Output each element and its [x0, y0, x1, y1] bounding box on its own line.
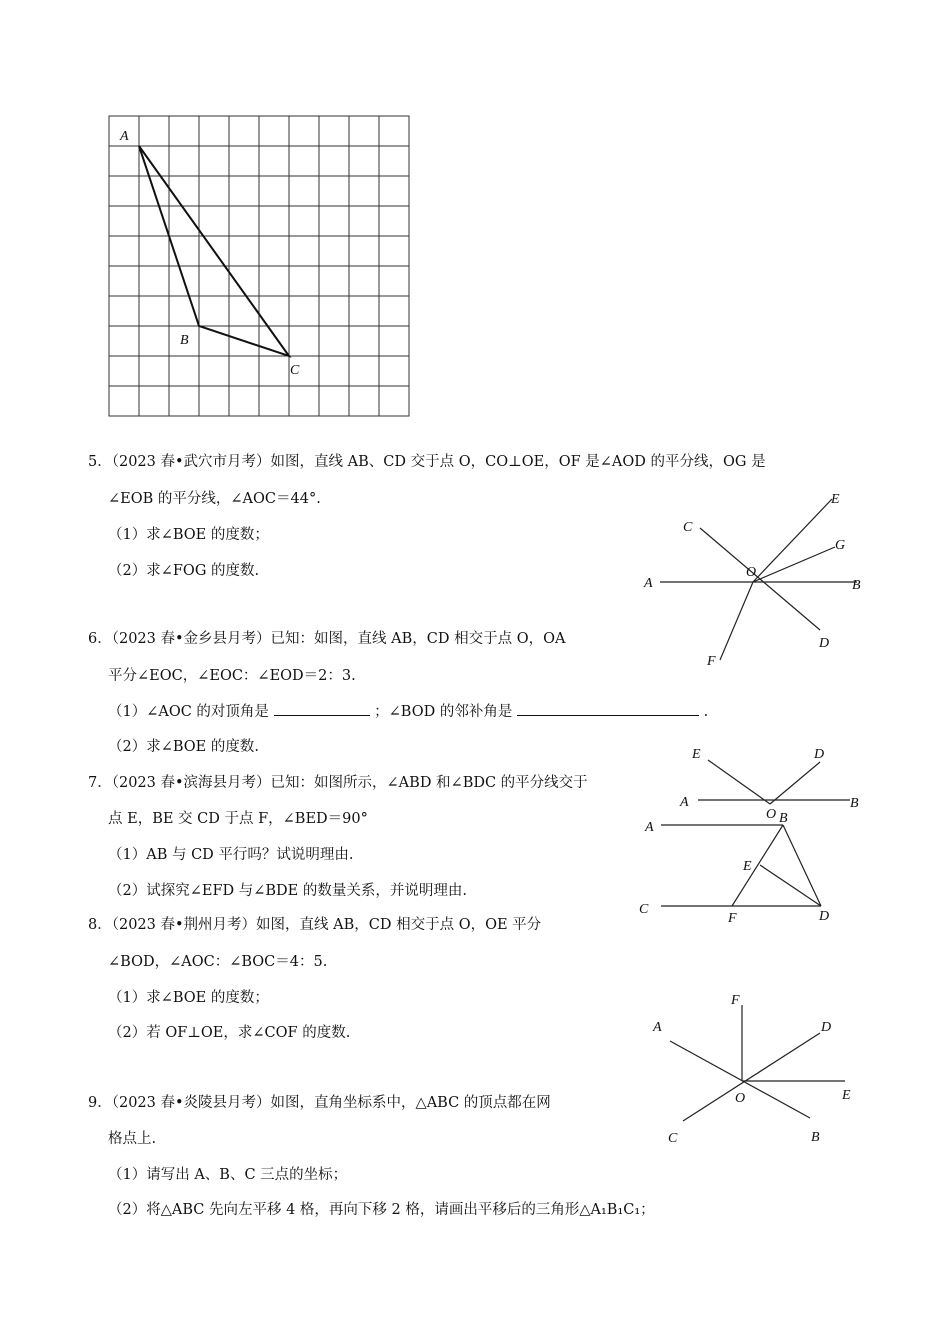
q8-label-a: A: [653, 1020, 662, 1035]
q6-blank-1[interactable]: [274, 703, 370, 716]
q5-label-d: D: [819, 636, 830, 651]
q8-line2: ∠BOD，∠AOC：∠BOC＝4：5.: [108, 954, 328, 970]
q6-sub1-c: .: [703, 704, 709, 720]
q8-line1: 8．（2023 春•荆州月考）如图，直线 AB，CD 相交于点 O，OE 平分: [88, 917, 542, 933]
q5-label-o: O: [746, 565, 757, 580]
q8-figure: [645, 985, 865, 1147]
q6-sub1-a: （1）∠AOC 的对顶角是: [108, 704, 269, 720]
q5-label-b: B: [852, 578, 861, 593]
q7-label-c: C: [639, 902, 649, 917]
q5-label-e: E: [831, 492, 840, 507]
q6-figure: [670, 740, 870, 822]
q8-sub2: （2）若 OF⊥OE，求∠COF 的度数.: [108, 1025, 351, 1041]
q8-label-o: O: [735, 1091, 746, 1106]
triangle-abc: [139, 146, 289, 356]
q6-blank-2[interactable]: [517, 703, 699, 716]
q8-label-b: B: [811, 1130, 820, 1145]
q5-line1: 5．（2023 春•武穴市月考）如图，直线 AB、CD 交于点 O，CO⊥OE，OF 是∠AOD 的平分线，OG 是: [88, 454, 766, 470]
q9-sub2: （2）将△ABC 先向左平移 4 格，再向下移 2 格，请画出平移后的三角形△A₁B₁C₁；: [108, 1202, 655, 1218]
q6-sub1-b: ；∠BOD 的邻补角是: [374, 704, 513, 720]
q9-line2: 格点上.: [108, 1131, 157, 1147]
grid-lines: [109, 116, 409, 416]
label-a: A: [120, 129, 129, 144]
q7-sub2: （2）试探究∠EFD 与∠BDE 的数量关系，并说明理由.: [108, 883, 467, 899]
q6-sub1: [108, 703, 708, 721]
q5-figure: [635, 485, 875, 670]
q7-label-f: F: [728, 911, 737, 926]
q6-label-a: A: [680, 795, 689, 810]
q5-label-g: G: [835, 538, 846, 553]
q5-label-a: A: [644, 576, 653, 591]
q6-label-e: E: [692, 747, 701, 762]
q6-line1: 6．（2023 春•金乡县月考）已知：如图，直线 AB，CD 相交于点 O，OA: [88, 631, 566, 647]
grid-triangle-figure: [100, 108, 420, 428]
q5-label-f: F: [707, 654, 716, 669]
q8-label-e: E: [842, 1088, 851, 1103]
q8-label-d: D: [821, 1020, 832, 1035]
q8-label-f: F: [731, 993, 740, 1008]
q7-figure: [635, 807, 845, 927]
q7-label-b: B: [779, 811, 788, 826]
q6-line2: 平分∠EOC，∠EOC：∠EOD＝2：3.: [108, 668, 356, 684]
q7-sub1: （1）AB 与 CD 平行吗？试说明理由.: [108, 847, 354, 863]
q7-label-e: E: [743, 859, 752, 874]
q9-line1: 9．（2023 春•炎陵县月考）如图，直角坐标系中，△ABC 的顶点都在网: [88, 1095, 551, 1111]
q5-label-c: C: [683, 520, 693, 535]
q6-label-o: O: [766, 807, 777, 822]
q5-sub2: （2）求∠FOG 的度数.: [108, 563, 260, 579]
q6-sub2: （2）求∠BOE 的度数.: [108, 739, 259, 755]
q6-label-d: D: [814, 747, 825, 762]
q7-label-d: D: [819, 909, 830, 924]
q9-sub1: （1）请写出 A、B、C 三点的坐标；: [108, 1167, 348, 1183]
q7-line2: 点 E，BE 交 CD 于点 F，∠BED＝90°: [108, 811, 368, 827]
q8-label-c: C: [668, 1131, 678, 1146]
q5-sub1: （1）求∠BOE 的度数；: [108, 527, 269, 543]
q7-label-a: A: [645, 820, 654, 835]
label-c: C: [290, 363, 300, 378]
q6-label-b: B: [850, 796, 859, 811]
label-b: B: [180, 333, 189, 348]
q5-line2: ∠EOB 的平分线，∠AOC＝44°.: [108, 491, 321, 507]
q7-line1: 7．（2023 春•滨海县月考）已知：如图所示，∠ABD 和∠BDC 的平分线交于: [88, 775, 588, 791]
q8-sub1: （1）求∠BOE 的度数；: [108, 990, 269, 1006]
